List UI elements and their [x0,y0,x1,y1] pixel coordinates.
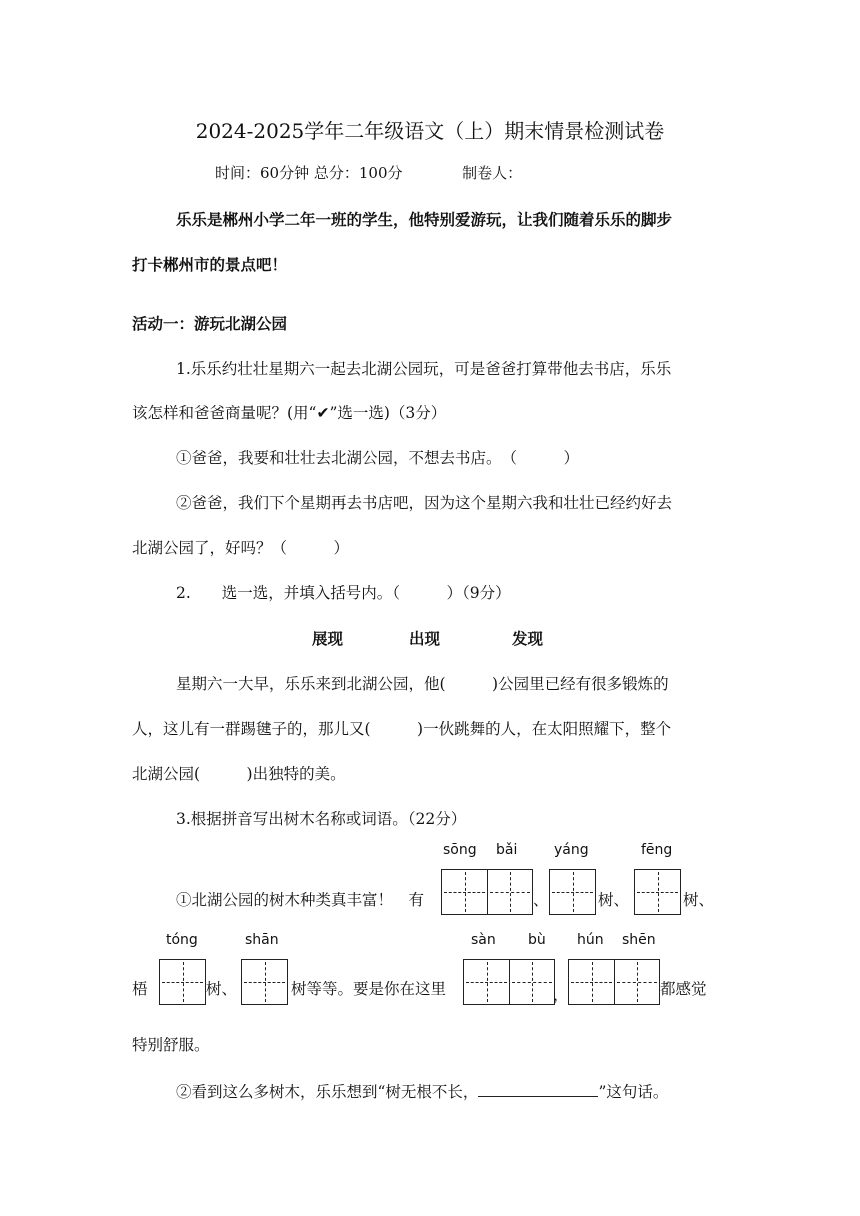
q2-paragraph-line-3: 北湖公园( )出独特的美。 [132,765,346,783]
exam-meta [215,162,522,183]
q1-line-1: 1.乐乐约壮壮星期六一起去北湖公园玩，可是爸爸打算带他去书店，乐乐 [176,360,672,378]
dun-mark: 、 [533,891,549,909]
q2-label: 2. 选一选，并填入括号内。（ ）（9分） [176,584,511,602]
word-option-2: 出现 [409,629,441,648]
q3-label: 3.根据拼音写出树木名称或词语。（22分） [176,810,467,828]
q2-paragraph-line-1: 星期六一大早，乐乐来到北湖公园，他( )公园里已经有很多锻炼的 [176,675,669,693]
tianzige-shan[interactable] [241,959,288,1005]
answer-blank[interactable] [478,1082,598,1097]
pinyin-bai: bǎi [496,842,518,858]
q1-option-2-line-2: 北湖公园了，好吗？（ ） [132,539,350,557]
pinyin-shan: shān [245,932,279,948]
q1-line-2: 该怎样和爸爸商量呢？(用“✔”选一选)（3分） [132,404,447,422]
word-option-1: 展现 [312,629,344,648]
pinyin-shen: shēn [622,932,656,948]
q3-row2-mid-2: 树等等。要是你在这里 [291,980,447,998]
tree-suffix-2: 树、 [683,891,715,909]
tianzige-songbai[interactable] [441,869,533,915]
author-info: 制卷人： [462,164,523,182]
intro-line-2: 打卡郴州市的景点吧！ [132,255,288,274]
pinyin-hun: hún [577,932,604,948]
q2-paragraph-line-2: 人，这儿有一群踢毽子的，那儿又( )一伙跳舞的人，在太阳照耀下，整个 [132,720,672,738]
q3-part-2 [176,1080,668,1102]
tianzige-hunshen[interactable] [568,959,660,1005]
q3b-suffix: ”这句话。 [598,1083,669,1101]
pinyin-yang: yáng [554,842,589,858]
tianzige-tong[interactable] [159,959,206,1005]
pinyin-san: sàn [471,932,496,948]
time-info: 时间：60分钟 [215,164,310,182]
pinyin-feng: fēng [641,842,673,858]
tianzige-yang[interactable] [549,869,596,915]
intro-line-1: 乐乐是郴州小学二年一班的学生，他特别爱游玩，让我们随着乐乐的脚步 [176,210,673,229]
page-title: 2024-2025学年二年级语文（上）期末情景检测试卷 [195,119,665,143]
pinyin-tong: tóng [166,932,198,948]
q1-option-1: ①爸爸，我要和壮壮去北湖公园，不想去书店。 （ ） [176,449,580,467]
tianzige-sanbu[interactable] [463,959,555,1005]
activity-heading: 活动一：游玩北湖公园 [132,314,288,333]
q3-row3: 特别舒服。 [132,1036,210,1054]
pinyin-song: sōng [443,842,477,858]
word-option-3: 发现 [512,629,544,648]
tree-suffix-1: 树、 [598,891,630,909]
total-score: 总分：100分 [313,164,403,182]
pinyin-bu: bù [528,932,546,948]
q3-row2-end: 都感觉 [660,980,707,998]
comma: ， [553,986,569,1004]
q3b-prefix: ②看到这么多树木，乐乐想到“树无根不长， [176,1083,479,1101]
q3-row2-start: 梧 [132,980,148,998]
tianzige-feng[interactable] [634,869,681,915]
q1-option-2-line-1: ②爸爸，我们下个星期再去书店吧，因为这个星期六我和壮壮已经约好去 [176,494,673,512]
q3-row2-mid-1: 树、 [206,980,238,998]
q3-row1-text: ①北湖公园的树木种类真丰富！ 有 [176,891,425,909]
